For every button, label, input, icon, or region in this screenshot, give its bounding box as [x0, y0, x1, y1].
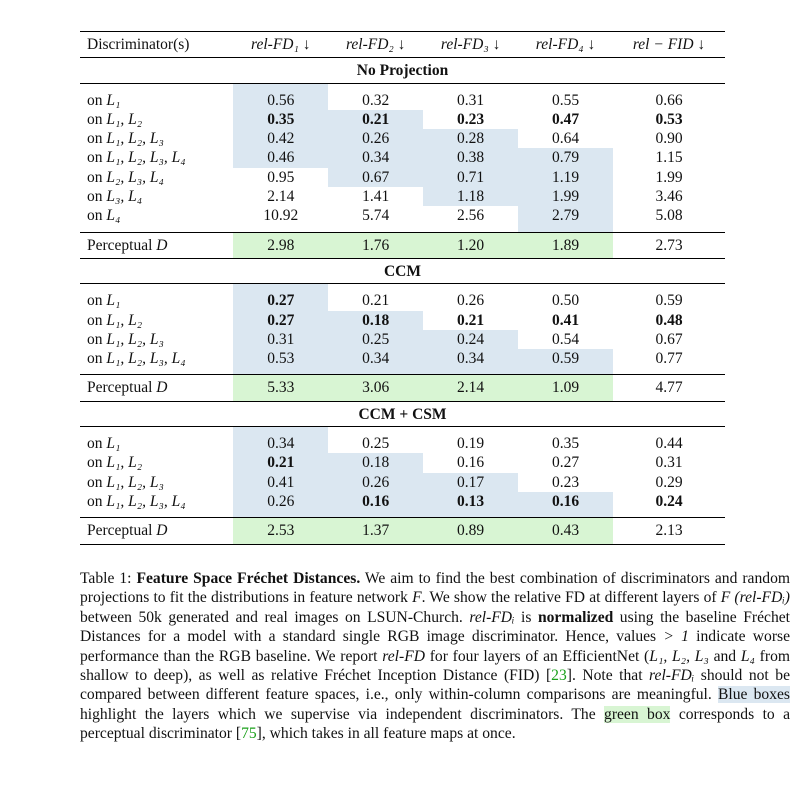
value-cell-perceptual: 1.20 — [423, 232, 518, 258]
table-caption — [80, 569, 790, 744]
value-cell: 0.90 — [655, 130, 683, 148]
perceptual-d-symbol: D — [156, 236, 168, 254]
header-rel-fd2: rel-FD₂ ↓ — [328, 32, 423, 58]
value-cell: 0.25 — [328, 330, 423, 349]
caption-text: and — [708, 647, 741, 665]
row-label: on L₁, L₂, L₃, L₄ — [87, 149, 186, 167]
table-header-row — [80, 32, 725, 58]
value-cell: 0.35 — [233, 110, 328, 129]
layer-list: L₁, L₂, L₃, L₄ — [106, 492, 186, 510]
perceptual-d-symbol: D — [156, 379, 168, 397]
caption-text: from shallow to deep), as well as relative Fréchet Inception Distance (FID) [ — [80, 647, 790, 685]
caption-text: should not be compared between different feature spaces, i.e., only within-column comparisons are meaningful. — [80, 667, 790, 704]
value-cell: 0.28 — [423, 129, 518, 148]
value-cell: 0.31 — [233, 330, 328, 349]
row-label: on L₄ — [87, 207, 121, 225]
value-cell: 0.26 — [233, 492, 328, 518]
value-cell: 0.16 — [518, 492, 613, 518]
value-cell: 0.21 — [328, 110, 423, 129]
value-cell-perceptual: 1.76 — [328, 232, 423, 258]
table-row — [80, 349, 725, 375]
caption-text: highlight the layers which we supervise via independent discriminators. The — [80, 705, 605, 723]
table-row — [80, 83, 725, 110]
value-cell: 0.32 — [362, 91, 390, 109]
value-cell: 0.42 — [233, 129, 328, 148]
value-cell: 0.24 — [655, 492, 683, 510]
section-header-row — [80, 258, 725, 283]
table-row — [80, 129, 725, 148]
value-cell: 0.35 — [551, 435, 580, 453]
value-cell: 0.41 — [233, 473, 328, 492]
caption-title: Feature Space Fréchet Distances. — [136, 570, 361, 587]
value-cell: 10.92 — [263, 207, 299, 225]
value-cell-perceptual: 2.53 — [233, 518, 328, 544]
section-title: No Projection — [80, 58, 725, 83]
citation-link-75[interactable]: 75 — [241, 725, 257, 743]
caption-math: F — [412, 589, 422, 607]
section-header-row — [80, 401, 725, 426]
value-cell: 2.56 — [457, 207, 485, 225]
value-cell: 0.26 — [328, 473, 423, 492]
layer-list: L₁, L₂ — [106, 110, 143, 128]
value-cell: 0.67 — [655, 330, 683, 348]
layer-list: L₁, L₂, L₃ — [106, 130, 164, 148]
table-row — [80, 427, 725, 454]
value-cell: 0.34 — [328, 148, 423, 167]
value-cell-perceptual: 1.09 — [518, 375, 613, 401]
value-cell: 1.15 — [655, 149, 683, 167]
value-cell: 0.41 — [551, 311, 580, 329]
caption-text: corresponds to a perceptual discriminator [ — [80, 705, 791, 743]
row-label: on L₁, L₂, L₃, L₄ — [87, 350, 186, 368]
value-cell: 0.50 — [551, 292, 580, 310]
value-cell: 0.53 — [233, 349, 328, 375]
table-row — [80, 473, 725, 492]
value-cell: 0.54 — [551, 330, 580, 348]
layer-list: L₁ — [106, 91, 121, 109]
caption-math: rel-FD — [382, 647, 425, 665]
value-cell: 1.99 — [518, 187, 613, 206]
row-label-perceptual: Perceptual D — [80, 518, 233, 544]
perceptual-row — [80, 232, 725, 258]
caption-math: F (rel-FDᵢ) — [720, 589, 790, 607]
row-label: on L₁, L₂ — [87, 454, 143, 472]
perceptual-row — [80, 518, 725, 544]
layer-list: L₁, L₂, L₃, L₄ — [106, 149, 186, 167]
value-cell-perceptual: 2.13 — [613, 518, 725, 544]
value-cell: 0.47 — [551, 110, 580, 128]
value-cell-perceptual: 2.73 — [613, 232, 725, 258]
value-cell: 0.26 — [328, 129, 423, 148]
row-label: on L₁ — [87, 435, 121, 453]
caption-text: ]. Note that — [566, 667, 650, 685]
table-row — [80, 148, 725, 167]
caption-text: using the baseline Fréchet Distances for a model with a standard single RGB image discriminator. Hence, values — [80, 608, 790, 646]
row-label: on L₁, L₂ — [87, 110, 143, 128]
value-cell: 0.25 — [362, 435, 390, 453]
layer-list: L₃, L₄ — [106, 188, 143, 206]
value-cell: 0.21 — [362, 292, 390, 310]
row-label-perceptual: Perceptual D — [80, 375, 233, 401]
layer-list: L₁, L₂, L₃, L₄ — [106, 350, 186, 368]
value-cell: 0.71 — [423, 168, 518, 187]
table-row — [80, 311, 725, 330]
value-cell-perceptual: 1.89 — [518, 232, 613, 258]
value-cell: 0.56 — [233, 83, 328, 110]
row-label: on L₃, L₄ — [87, 188, 143, 206]
value-cell-perceptual: 2.98 — [233, 232, 328, 258]
value-cell: 0.29 — [655, 473, 683, 491]
header-discriminators: Discriminator(s) — [80, 32, 233, 58]
citation-link-23[interactable]: 23 — [551, 667, 567, 685]
value-cell: 0.13 — [423, 492, 518, 518]
value-cell: 0.44 — [655, 435, 683, 453]
caption-text: between 50k generated and real images on LSUN-Church. — [80, 608, 470, 626]
value-cell: 0.18 — [328, 311, 423, 330]
caption-text: ], which takes in all feature maps at once. — [256, 725, 516, 743]
table-row — [80, 168, 725, 187]
value-cell-perceptual: 2.14 — [423, 375, 518, 401]
row-label: on L₁, L₂, L₃ — [87, 330, 164, 348]
value-cell: 2.79 — [518, 206, 613, 232]
value-cell: 3.46 — [655, 188, 683, 206]
value-cell: 0.66 — [655, 91, 683, 109]
layer-list: L₁ — [106, 435, 121, 453]
value-cell: 0.77 — [655, 350, 683, 368]
value-cell: 0.19 — [457, 435, 485, 453]
header-rel-fd4: rel-FD₄ ↓ — [518, 32, 613, 58]
section-header-row — [80, 58, 725, 83]
caption-text: for four layers of an EfficientNet ( — [425, 647, 650, 665]
row-label: on L₁, L₂, L₃, L₄ — [87, 492, 186, 510]
value-cell: 5.74 — [362, 207, 390, 225]
layer-list: L₁, L₂ — [106, 311, 143, 329]
table-row — [80, 284, 725, 311]
value-cell: 0.59 — [655, 292, 683, 310]
table-row — [80, 187, 725, 206]
value-cell: 0.21 — [233, 453, 328, 472]
row-label: on L₁ — [87, 91, 121, 109]
table-row — [80, 330, 725, 349]
layer-list: L₁ — [106, 292, 121, 310]
value-cell: 0.21 — [457, 311, 485, 329]
section-title: CCM — [80, 258, 725, 283]
value-cell: 1.99 — [655, 168, 683, 186]
table-row — [80, 453, 725, 472]
caption-text: indicate worse performance than the RGB baseline. We report — [80, 628, 790, 665]
row-label: on L₂, L₃, L₄ — [87, 168, 164, 186]
value-cell: 2.14 — [267, 188, 295, 206]
layer-list: L₁, L₂, L₃ — [106, 330, 164, 348]
table-row — [80, 206, 725, 232]
value-cell: 0.67 — [328, 168, 423, 187]
value-cell: 0.46 — [233, 148, 328, 167]
value-cell: 0.23 — [457, 110, 485, 128]
row-label: on L₁, L₂, L₃ — [87, 130, 164, 148]
green-box-highlight: green box — [604, 705, 671, 723]
table-row — [80, 492, 725, 518]
value-cell: 0.23 — [551, 473, 580, 491]
value-cell: 0.18 — [328, 453, 423, 472]
caption-math: L₁, L₂, L₃ — [649, 647, 709, 665]
value-cell: 0.16 — [328, 492, 423, 518]
value-cell: 0.27 — [233, 284, 328, 311]
value-cell-perceptual: 1.37 — [328, 518, 423, 544]
table-body — [80, 58, 725, 544]
value-cell: 0.79 — [518, 148, 613, 167]
value-cell: 0.34 — [233, 427, 328, 454]
row-label: on L₁ — [87, 292, 121, 310]
section-title: CCM + CSM — [80, 401, 725, 426]
value-cell: 0.48 — [655, 311, 683, 329]
value-cell: 1.18 — [423, 187, 518, 206]
value-cell: 0.27 — [233, 311, 328, 330]
value-cell-perceptual: 0.89 — [423, 518, 518, 544]
caption-emphasis-normalized: normalized — [537, 608, 614, 626]
caption-math: L₄ — [740, 647, 755, 665]
row-label-perceptual: Perceptual D — [80, 232, 233, 258]
value-cell-perceptual: 4.77 — [613, 375, 725, 401]
value-cell: 0.31 — [655, 454, 683, 472]
value-cell: 0.55 — [551, 91, 580, 109]
value-cell: 0.34 — [423, 349, 518, 375]
caption-text: . We show the relative FD at different layers of — [421, 589, 721, 607]
value-cell: 0.16 — [457, 454, 485, 472]
caption-math: > 1 — [663, 628, 689, 646]
value-cell: 0.64 — [551, 130, 580, 148]
caption-math: rel-FDᵢ — [469, 608, 515, 626]
caption-text: We aim to find the best combination of discriminators and random projections to fit the distributions in feature network — [80, 570, 790, 607]
value-cell-perceptual: 5.33 — [233, 375, 328, 401]
value-cell: 0.17 — [423, 473, 518, 492]
caption-table-number: Table 1: — [80, 570, 137, 587]
value-cell: 0.31 — [457, 91, 485, 109]
row-label: on L₁, L₂, L₃ — [87, 473, 164, 491]
layer-list: L₄ — [106, 207, 121, 225]
row-label: on L₁, L₂ — [87, 311, 143, 329]
perceptual-d-symbol: D — [156, 522, 168, 540]
value-cell: 0.27 — [551, 454, 580, 472]
results-table — [80, 31, 725, 545]
value-cell-perceptual: 3.06 — [328, 375, 423, 401]
table-row — [80, 110, 725, 129]
value-cell: 0.53 — [655, 110, 683, 128]
layer-list: L₁, L₂ — [106, 454, 143, 472]
layer-list: L₁, L₂, L₃ — [106, 473, 164, 491]
value-cell: 5.08 — [655, 207, 683, 225]
value-cell: 0.34 — [328, 349, 423, 375]
blue-boxes-highlight: Blue boxes — [717, 686, 790, 704]
caption-text: is — [514, 608, 538, 626]
value-cell: 1.41 — [362, 188, 390, 206]
header-rel-fid: rel − FID ↓ — [613, 32, 725, 58]
layer-list: L₂, L₃, L₄ — [106, 168, 164, 186]
caption-math: rel-FDᵢ — [649, 667, 695, 685]
header-rel-fd3: rel-FD₃ ↓ — [423, 32, 518, 58]
value-cell: 0.38 — [423, 148, 518, 167]
perceptual-row — [80, 375, 725, 401]
header-rel-fd1: rel-FD₁ ↓ — [233, 32, 328, 58]
value-cell: 0.26 — [457, 292, 485, 310]
value-cell: 1.19 — [518, 168, 613, 187]
value-cell: 0.24 — [423, 330, 518, 349]
value-cell-perceptual: 0.43 — [518, 518, 613, 544]
value-cell: 0.59 — [518, 349, 613, 375]
value-cell: 0.95 — [267, 168, 295, 186]
